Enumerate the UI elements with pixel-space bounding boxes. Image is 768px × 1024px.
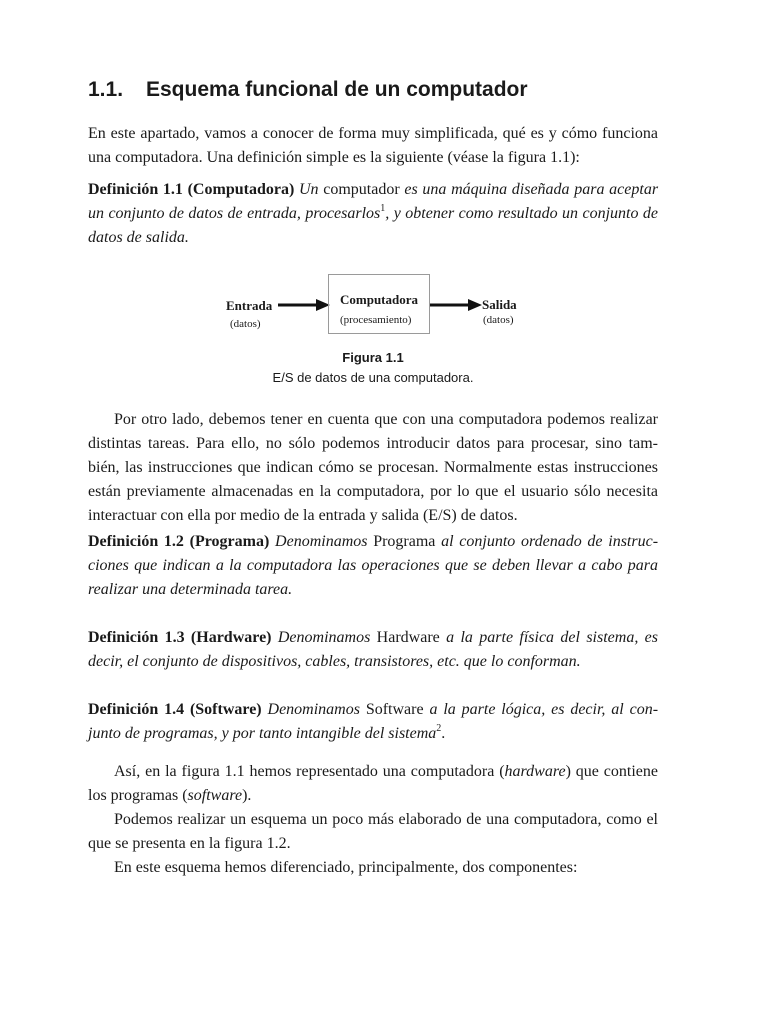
- intro-paragraph: [88, 122, 658, 170]
- paragraph-2: [88, 408, 658, 528]
- text-line: En este esquema hemos diferenciado, principalmente, dos componentes:: [114, 859, 578, 876]
- definition-computadora: [88, 178, 658, 250]
- section-title: Esquema funcional de un computador: [146, 78, 528, 101]
- text-line: Definición 1.4 (Software) Denominamos Software a la parte lógica, es decir, al con-: [88, 701, 659, 718]
- figure-caption-text: E/S de datos de una computadora.: [272, 370, 474, 385]
- text-line: Definición 1.1 (Computadora) Un computador es una máquina diseñada para aceptar: [88, 181, 659, 198]
- text-line: bién, las instrucciones que indican cómo se procesan. Normalmente estas instrucciones: [88, 459, 658, 476]
- text-line: Así, en la figura 1.1 hemos representado una computadora (hardware) que contiene: [114, 763, 658, 780]
- text-line: distintas tareas. Para ello, no sólo podemos introducir datos para procesar, sino tam-: [88, 435, 658, 452]
- footnote-marker: 2: [436, 722, 442, 734]
- figure-1-1: [88, 270, 658, 390]
- defined-term: Hardware: [376, 629, 440, 646]
- definition-heading: Definición 1.3 (Hardware): [88, 629, 272, 646]
- figure-box-sub: (procesamiento): [340, 314, 412, 326]
- definition-heading: Definición 1.4 (Software): [88, 701, 262, 718]
- figure-box-label: Computadora: [340, 292, 419, 307]
- definition-heading: Definición 1.2 (Programa): [88, 533, 270, 550]
- text-line: Definición 1.2 (Programa) Denominamos Programa al conjunto ordenado de instruc-: [88, 533, 659, 550]
- text-line: ciones que indican a la computadora las operaciones que se deben llevar a cabo para: [88, 557, 658, 574]
- figure-output-label: Salida: [482, 297, 517, 312]
- figure-output-sub: (datos): [483, 314, 514, 326]
- text-line: Podemos realizar un esquema un poco más elaborado de una computadora, como el: [114, 811, 658, 828]
- text-line: interactuar con ella por medio de la entrada y salida (E/S) de datos.: [88, 507, 518, 524]
- definition-software: [88, 698, 658, 746]
- defined-term: Programa: [373, 533, 436, 550]
- definition-hardware: [88, 626, 658, 674]
- text-line: están previamente almacenadas en la computadora, por lo que el usuario sólo necesita: [88, 483, 658, 500]
- text-line: decir, el conjunto de dispositivos, cables, transistores, etc. que lo conforman.: [88, 653, 581, 670]
- defined-term: computador: [323, 181, 400, 198]
- footnote-marker: 1: [380, 202, 386, 214]
- text-line: Definición 1.3 (Hardware) Denominamos Hardware a la parte física del sistema, es: [88, 629, 659, 646]
- text-line: una computadora. Una definición simple es la siguiente (véase la figura 1.1):: [88, 149, 580, 166]
- text-line: datos de salida.: [88, 229, 189, 246]
- text-line: un conjunto de datos de entrada, procesarlos$^1$, y obtener como resultado un conjunto de: [88, 202, 659, 222]
- text-line: Por otro lado, debemos tener en cuenta que con una computadora podemos realizar: [114, 411, 658, 428]
- figure-input-sub: (datos): [230, 318, 261, 330]
- text-line: En este apartado, vamos a conocer de forma muy simplificada, qué es y cómo funciona: [88, 125, 658, 142]
- definition-programa: [88, 530, 658, 602]
- defined-term: Software: [365, 701, 424, 718]
- definition-heading: Definición 1.1 (Computadora): [88, 181, 295, 198]
- text-line: junto de programas, y por tanto intangible del sistema$^2$.: [88, 722, 446, 742]
- paragraph-3: [88, 760, 658, 880]
- arrow-right-icon: [430, 298, 482, 312]
- section-heading: [88, 78, 528, 102]
- text-line: que se presenta en la figura 1.2.: [88, 835, 291, 852]
- arrow-right-icon: [278, 298, 330, 312]
- figure-caption-title: Figura 1.1: [342, 350, 404, 365]
- text-line: los programas (software).: [88, 787, 252, 804]
- figure-input-label: Entrada: [226, 298, 273, 313]
- text-line: realizar una determinada tarea.: [88, 581, 293, 598]
- section-number: 1.1.: [88, 78, 124, 101]
